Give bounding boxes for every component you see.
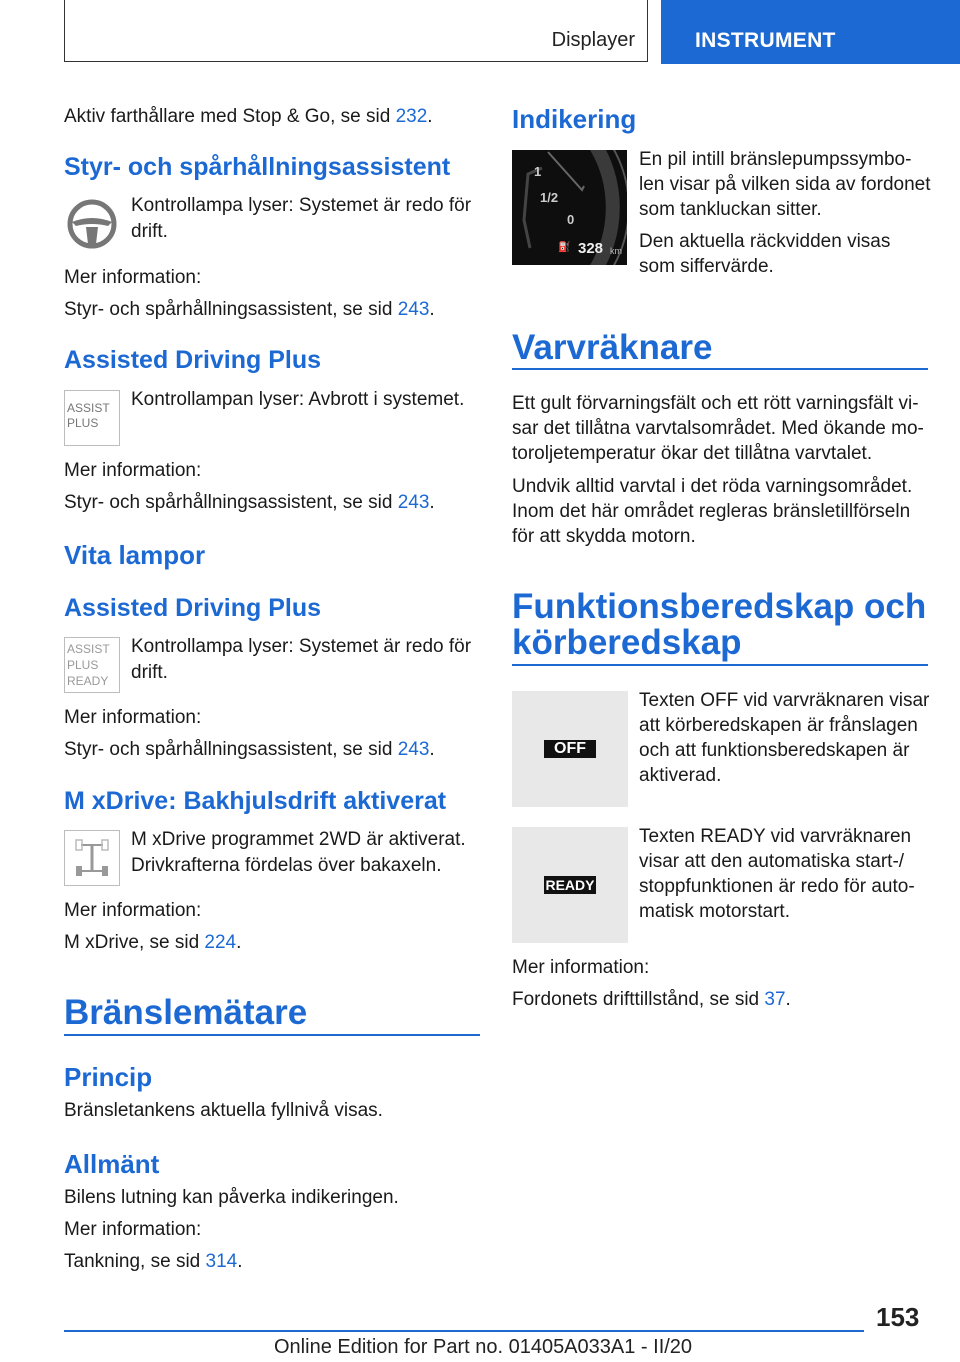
principle-text: Bränsletankens aktuella fyllnivå visas. — [64, 1100, 383, 1121]
rev-text-line5: Inom det här området regleras bränsletillförseln — [512, 501, 911, 522]
page-link-232[interactable]: 232 — [395, 106, 428, 127]
ready-desc-line2: visar att den automatiska start-/ — [639, 851, 905, 872]
fuel-pump-icon: ⛽ — [558, 242, 571, 253]
ready-indicator-image — [512, 827, 628, 943]
page-link-243[interactable]: 243 — [397, 492, 430, 513]
page-link-243[interactable]: 243 — [397, 299, 430, 320]
fuel-ref: Tankning, se sid 314. — [64, 1251, 243, 1272]
ready-desc-line1: Texten READY vid varvräknaren — [639, 826, 912, 847]
more-info-label: Mer information: — [64, 900, 202, 921]
more-info-label: Mer information: — [64, 460, 202, 481]
xdrive-ref: M xDrive, se sid 224. — [64, 932, 242, 953]
off-desc-line1: Texten OFF vid varvräknaren visar — [639, 690, 930, 711]
page-link-37[interactable]: 37 — [764, 989, 786, 1010]
assist-plus-icon: ASSIST PLUS — [64, 390, 120, 446]
page-link-243[interactable]: 243 — [397, 739, 430, 760]
rev-text-line1: Ett gult förvarningsfält och ett rött varningsfält vi- — [512, 393, 919, 414]
assist-ready-desc-line2: drift. — [131, 662, 168, 683]
footer-edition: Online Edition for Part no. 01405A033A1 - II/20 — [274, 1336, 693, 1358]
header-section-tab — [64, 0, 648, 62]
rev-text-line4: Undvik alltid varvtal i det röda varningsområdet. — [512, 476, 913, 497]
gauge-mark-empty: 0 — [567, 212, 575, 227]
off-badge: OFF — [544, 740, 596, 758]
assist-plus-ready-icon: ASSIST PLUS READY — [64, 637, 120, 693]
indication-heading: Indikering — [512, 104, 637, 134]
off-desc-line3: och att funktionsberedskapen är — [639, 740, 910, 761]
header-chapter-tab — [661, 0, 960, 64]
indication-desc-line4: Den aktuella räckvidden visas — [639, 231, 891, 252]
general-heading: Allmänt — [64, 1149, 160, 1179]
off-indicator-image — [512, 691, 628, 807]
fuel-gauge-heading: Bränslemätare — [64, 993, 308, 1032]
section-rule — [64, 1034, 480, 1036]
page-number: 153 — [876, 1302, 920, 1332]
section-rule — [512, 664, 928, 666]
ready-desc-line4: matisk motorstart. — [639, 901, 790, 922]
more-info-label: Mer information: — [64, 707, 202, 728]
header-chapter-label: INSTRUMENT — [695, 29, 836, 52]
more-info-label: Mer information: — [64, 1219, 202, 1240]
indication-desc-line1: En pil intill bränslepumpssymbo- — [639, 149, 912, 170]
ready-badge: READY — [545, 877, 595, 893]
readiness-heading-line1: Funktionsberedskap och — [512, 587, 927, 626]
xdrive-desc-line1: M xDrive programmet 2WD är aktiverat. — [131, 829, 466, 850]
steering-wheel-icon — [64, 196, 120, 252]
rev-text-line3: toroljetemperatur ökar det tillåtna varvtalet. — [512, 443, 873, 464]
steering-ref: Styr- och spårhållningsassistent, se sid 243. — [64, 299, 435, 320]
gauge-mark-half: 1/2 — [540, 190, 559, 205]
assist-plus-desc: Kontrollampan lyser: Avbrott i systemet. — [131, 389, 465, 410]
gauge-mark-full: 1 — [534, 164, 542, 179]
steering-desc-line2: drift. — [131, 221, 168, 242]
intro-paragraph: Aktiv farthållare med Stop & Go, se sid 232. — [64, 106, 433, 127]
white-lamps-heading: Vita lampor — [64, 540, 206, 570]
general-text: Bilens lutning kan påverka indikeringen. — [64, 1187, 399, 1208]
page-link-224[interactable]: 224 — [204, 932, 237, 953]
off-desc-line4: aktiverad. — [639, 765, 722, 786]
principle-heading: Princip — [64, 1062, 153, 1092]
rev-text-line2: sar det tillåtna varvtalsområdet. Med ökande mo- — [512, 418, 924, 439]
assist-plus-ref: Styr- och spårhållningsassistent, se sid 243. — [64, 492, 435, 513]
more-info-label: Mer information: — [64, 267, 202, 288]
rev-text-line6: för att skydda motorn. — [512, 526, 696, 547]
indication-desc-line2: len visar på vilken sida av fordonet — [639, 174, 931, 195]
page-link-314[interactable]: 314 — [205, 1251, 238, 1272]
xdrive-desc-line2: Drivkrafterna fördelas över bakaxeln. — [131, 855, 442, 876]
assist-ready-ref: Styr- och spårhållningsassistent, se sid 243. — [64, 739, 435, 760]
off-desc-line2: att körberedskapen är frånslagen — [639, 715, 918, 736]
ready-desc-line3: stoppfunktionen är redo för auto- — [639, 876, 915, 897]
range-value: 328 — [578, 240, 604, 257]
range-unit: km — [610, 246, 622, 256]
fuel-gauge-image — [512, 150, 627, 265]
more-info-label: Mer information: — [512, 957, 650, 978]
readiness-heading-line2: körberedskap — [512, 623, 742, 662]
steering-assist-heading: Styr- och spårhållningsassistent — [64, 153, 451, 181]
header-section-label: Displayer — [551, 29, 635, 51]
indication-desc-line5: som siffervärde. — [639, 256, 774, 277]
rev-counter-heading: Varvräknare — [512, 328, 713, 367]
indication-desc-line3: som tankluckan sitter. — [639, 199, 822, 220]
section-rule — [512, 368, 928, 370]
xdrive-heading: M xDrive: Bakhjulsdrift aktiverat — [64, 787, 447, 815]
readiness-ref: Fordonets drifttillstånd, se sid 37. — [512, 989, 791, 1010]
assisted-driving-plus-heading: Assisted Driving Plus — [64, 346, 322, 374]
footer-rule — [64, 1330, 864, 1332]
xdrive-rwd-icon — [64, 830, 120, 886]
steering-desc-line1: Kontrollampa lyser: Systemet är redo för — [131, 195, 472, 216]
assisted-driving-plus-ready-heading: Assisted Driving Plus — [64, 594, 322, 622]
assist-ready-desc-line1: Kontrollampa lyser: Systemet är redo för — [131, 636, 472, 657]
